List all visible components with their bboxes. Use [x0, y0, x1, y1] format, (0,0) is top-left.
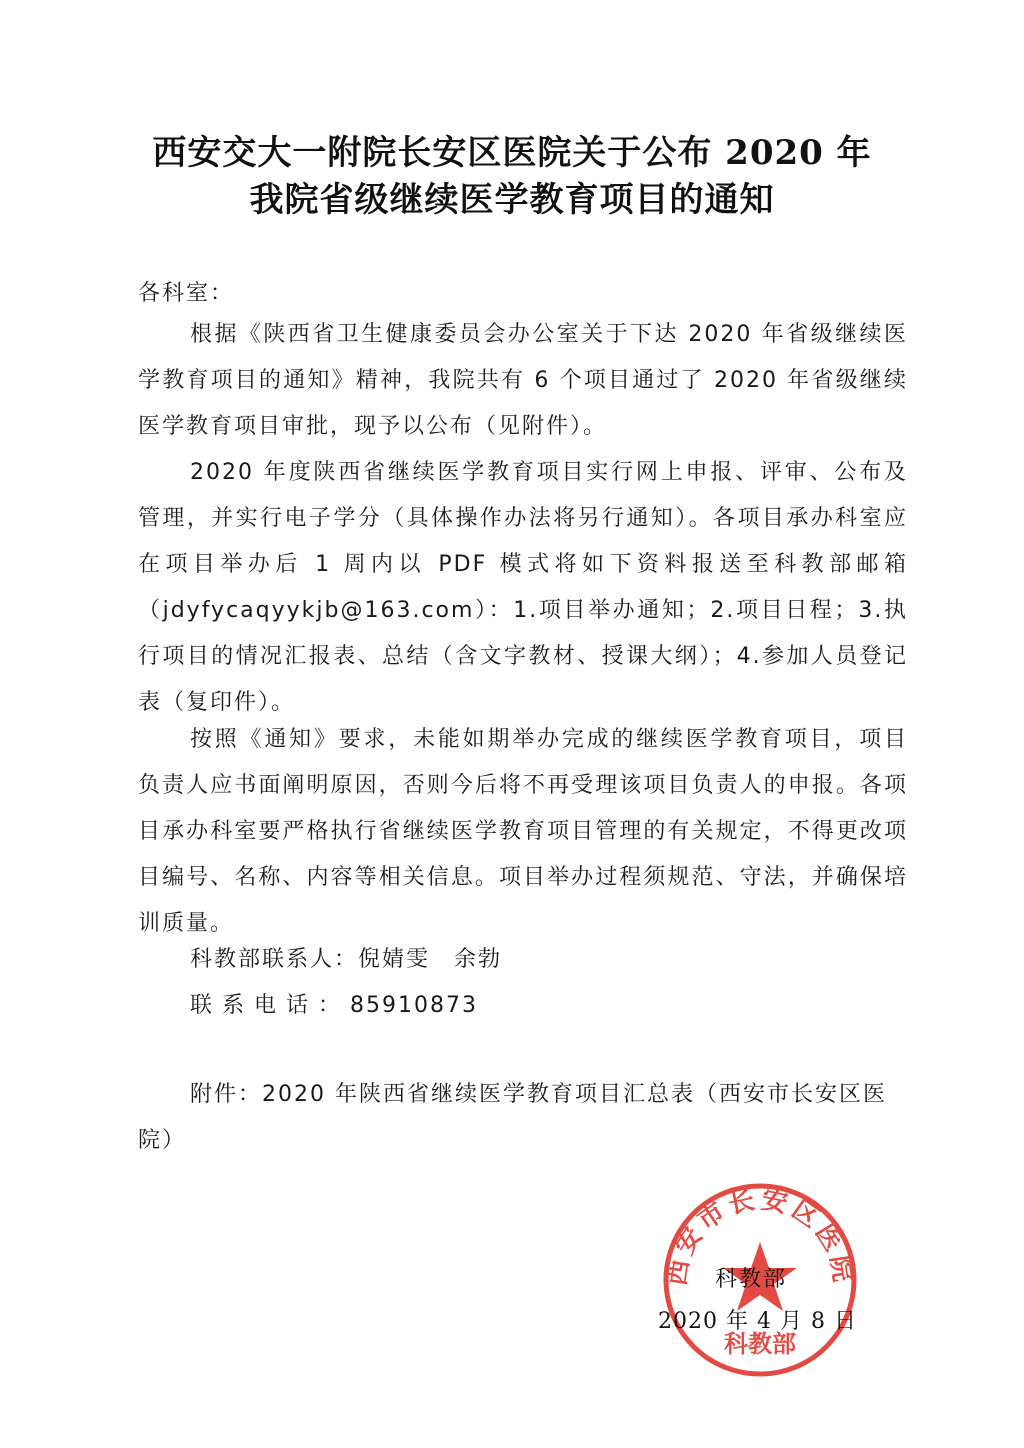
seal-ring-text: 西安市长安区医院: [661, 1184, 859, 1288]
document-title-line-2: 我院省级继续医学教育项目的通知: [249, 180, 775, 220]
seal-center-text: 科教部: [724, 1329, 796, 1358]
signature-date: 2020 年 4 月 8 日: [658, 1309, 857, 1334]
signature-department: 科教部: [715, 1267, 788, 1292]
contact-person-value: 倪婧雯 余勃: [358, 947, 503, 972]
phone-label: 联系电话：: [190, 993, 351, 1018]
body-paragraph-2: 2020 年度陕西省继续医学教育项目实行网上申报、评审、公布及管理，并实行电子学分（具体操作办法将另行通知）。各项目承办科室应在项目举办后 1 周内以 PDF 模式将如下资料报送至科教部邮箱（jdyfycaqyykjb@163.com）：1.项目举办通知；2.项目日程；3.执行项目的情况汇报表、总结（含文字教材、授课大纲）；4.参加人员登记表（复印件）。: [138, 460, 908, 715]
body-paragraph-1: 根据《陕西省卫生健康委员会办公室关于下达 2020 年省级继续医学教育项目的通知》精神，我院共有 6 个项目通过了 2020 年省级继续医学教育项目审批，现予以公布（见附件）。: [138, 322, 908, 439]
attachment-note: 附件：2020 年陕西省继续医学教育项目汇总表（西安市长安区医院）: [138, 1082, 887, 1153]
greeting: 各科室：: [138, 281, 235, 306]
contact-person-line: [190, 942, 502, 973]
phone-value: 85910873: [350, 993, 478, 1018]
phone-line: [190, 988, 478, 1019]
body-paragraph-3: 按照《通知》要求，未能如期举办完成的继续医学教育项目，项目负责人应书面阐明原因，否则今后将不再受理该项目负责人的申报。各项目承办科室要严格执行省继续医学教育项目管理的有关规定，不得更改项目编号、名称、内容等相关信息。项目举办过程须规范、守法，并确保培训质量。: [138, 727, 908, 936]
contact-person-label: 科教部联系人：: [190, 947, 359, 972]
document-title-line-1: 西安交大一附院长安区医院关于公布 2020 年: [152, 133, 872, 173]
